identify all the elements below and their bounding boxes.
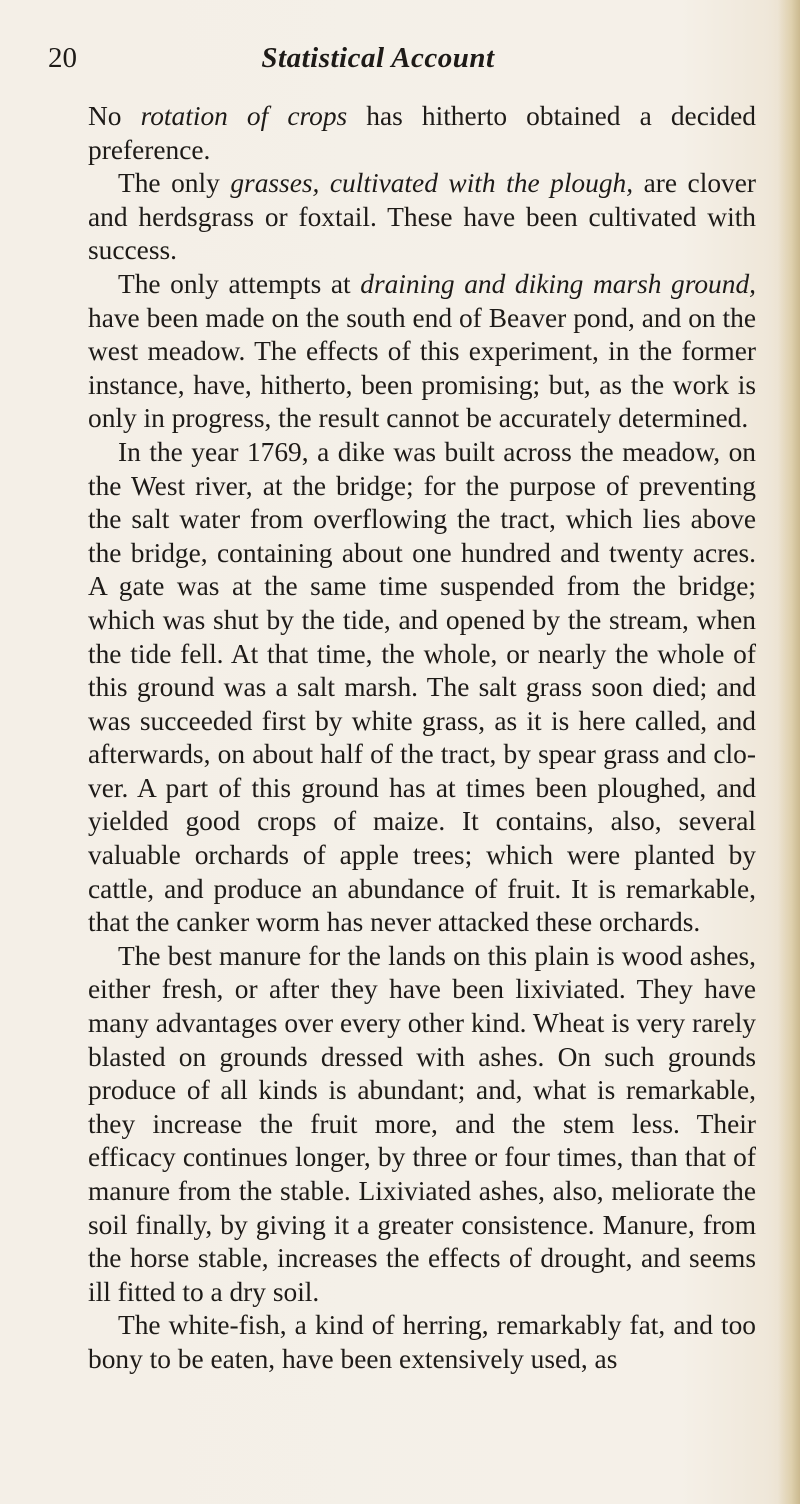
page-header <box>48 38 748 82</box>
text-run: are clover and herdsgrass or foxtail. These have been cultivated with success. <box>88 168 756 266</box>
italic-run: rotation of crops <box>140 101 348 131</box>
paragraph-rotation-of-crops <box>88 100 756 167</box>
paragraph-white-fish <box>88 1309 756 1376</box>
text-run: The white-fish, a kind of herring, remarkably fat, and too bony to be eaten, have been extensively used, as <box>88 1310 756 1374</box>
paragraph-dike-1769 <box>88 436 756 940</box>
text-run: have been made on the south end of Beaver pond, and on the west meadow. The effects of this experiment, in the former instance, have, hitherto, been promising; but, as the work is only in progress, the result cannot be accurately determined. <box>88 302 756 434</box>
body-text <box>88 100 756 1377</box>
italic-run: grasses, cultivated with the plough, <box>230 168 634 199</box>
paragraph-grasses <box>88 167 756 268</box>
text-run: has hitherto obtained a decided preference. <box>88 101 757 165</box>
paragraph-manure <box>88 940 756 1310</box>
page-number: 20 <box>48 42 77 74</box>
text-run: In the year 1769, a dike was built across the meadow, on the West river, at the bridge; for the purpose of preventing the salt water from overflowing the tract, which lies above the bridge, containing about one hundred and twenty acres. A gate was at the same time suspended from the bridge; which was shut by the tide, and opened by the stream, when the tide fell. At that time, the whole, or nearly the whole of this ground was a salt marsh. The salt grass soon died; and was succeeded first by white grass, as it is here called, and afterwards, on about half of the tract, by spear grass and clover. A part of this ground has at times been ploughed, and yielded good crops of maize. It contains, also, several valuable orchards of apple trees; which were planted by cattle, and produce an abundance of fruit. It is remarkable, that the canker worm has never attacked these orchards. <box>88 436 756 938</box>
italic-run: draining and diking marsh ground, <box>360 268 756 299</box>
page-gutter <box>778 0 800 1504</box>
text-run: The only <box>118 168 231 199</box>
paragraph-draining-marsh <box>88 268 756 436</box>
text-run: No <box>88 101 141 131</box>
running-title: Statistical Account <box>261 42 495 74</box>
text-run: The only attempts at <box>118 268 361 299</box>
text-run: The best manure for the lands on this plain is wood ashes, either fresh, or after they have been lixiviated. They have many advantages over every other kind. Wheat is very rarely blasted on grounds dressed with ashes. On such grounds produce of all kinds is abundant; and, what is remarkable, they increase the fruit more, and the stem less. Their efficacy continues longer, by three or four times, than that of manure from the stable. Lixiviated ashes, also, meliorate the soil finally, by giving it a greater consistence. Manure, from the horse stable, increases the effects of drought, and seems ill fitted to a dry soil. <box>88 940 756 1307</box>
